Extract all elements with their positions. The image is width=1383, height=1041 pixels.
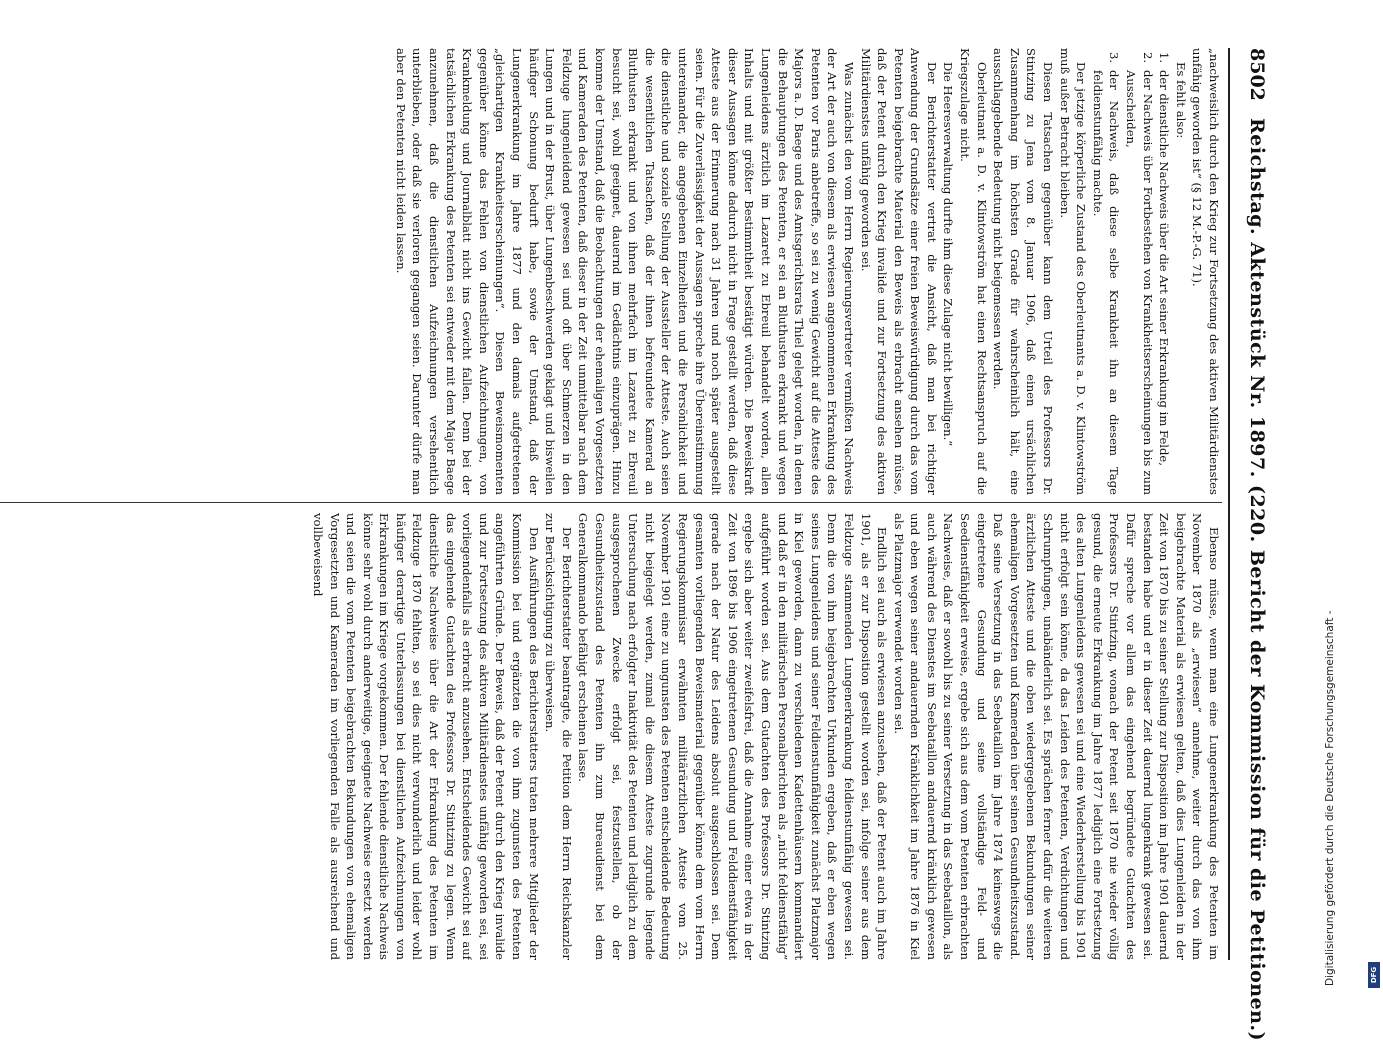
dfg-logo-text: DFG — [1370, 966, 1378, 984]
paragraph — [1156, 48, 1173, 495]
page-title: Reichstag. Aktenstück Nr. 1897. (220. Bericht der Kommission für die Petitionen.) — [1246, 118, 1268, 1041]
paragraph: Es fehlt also: — [1173, 62, 1188, 139]
paragraph — [1089, 48, 1122, 495]
column-divider — [0, 502, 1222, 503]
list-item-text: der dienstliche Nachweis über die Art seiner Erkrankung im Felde, — [1157, 70, 1172, 466]
paragraph: Der Berichterstatter vertrat die Ansicht, daß man bei richtiger Anwendung der Grundsätze einer freien Beweiswürdigung durch das vom Petenten beigebrachte Material den Beweis als erbracht ansehen müsse, daß der Petent durch den Krieg invalide und zur Fortsetzung des aktiven Militärdienstes unfähig geworden sei. — [858, 48, 939, 495]
paragraph: Was zunächst den vom Herrn Regierungsvertreter vermißten Nachweis der Art der auch von diesem als erwiesen angenommenen Erkrankung des Petenten vor Paris anbetreffe, so sei zu wenig Gewicht auf die Atteste des Majors a. D. Baege und des Amtsgerichtsrats Thiel gelegt worden, in denen die Behauptungen des Petenten, er sei an Bluthusten erkrankt und wegen Lungenleidens ärztlich im Lazarett zu Ebreuil behandelt worden, allen Inhalts und mit größter Bestimmtheit bestätigt würden. Die Beweiskraft dieser Aussagen könne dadurch nicht in Frage gestellt werden, daß diese Atteste aus der Erinnerung nach 31 Jahren und noch später ausgestellt seien. Für die Zuverlässigkeit der Aussagen spreche ihre Übereinstimmung untereinander, die angegebenen Einzelheiten und die Persönlichkeit und die dienstliche und soziale Stellung der Aussteller der Atteste. Auch seien die wesentlichen Tatsachen, daß der ihnen befreundete Kamerad an Bluthusten erkrankt und von ihnen mehrfach im Lazarett zu Ebreuil besucht sei, wohl geeignet, dauernd im Gedächtnis einzuprägen. Hinzu komme der Umstand, daß die Beobachtungen der ehemaligen Vorgesetzten und Kameraden des Petenten, daß dieser in der Zeit unmittelbar nach dem Feldzuge lungenleidend gewesen sei und oft über Schmerzen in den Lungen und in der Brust, über Lungenbeschwerden geklagt und bisweilen häufiger Schonung bedurft habe, sowie der Umstand, daß der Lungenerkrankung im Jahre 1877 und den damals aufgetretenen „gleichartigen Krankheitserscheinungen“. Diesen Beweismomenten gegenüber könne das Fehlen von dienstlichen Aufzeichnungen, von Krankmeldung und Journalblatt nicht ins Gewicht fallen. Denn bei der tatsächlichen Erkrankung des Petenten sei entweder mit dem Major Baege anzunehmen, daß die dienstlichen Aufzeichnungen versehentlich unterblieben, oder daß sie verloren gegangen seien. Darunter dürfe man aber den Petenten nicht leiden lassen. — [393, 48, 856, 495]
list-item-text: der Nachweis über Fortbestehen von Krankheitserscheinungen bis zum Ausscheiden, — [1124, 70, 1155, 495]
list-number: 1. — [1157, 52, 1172, 64]
list-number: 3. — [1107, 52, 1122, 64]
paragraph — [1122, 48, 1155, 495]
page-header — [1228, 48, 1270, 1041]
paragraph: Den Ausführungen des Berichterstatters traten mehrere Mitglieder der Kommission bei und ergänzten die von ihm zugunsten des Petenten angeführten Gründe. Der Beweis, daß der Petent durch den Krieg invalide und zur Fortsetzung des aktiven Militärdienstes unfähig geworden sei, sei vorliegendenfalls als erbracht anzusehen. Entscheidendes Gewicht sei auf das eingehende Gutachten des Professors Dr. Stintzing zu legen. Wenn dienstliche Nachweise über die Art der Erkrankung des Petenten im Feldzuge 1870 fehlten, so sei dies nicht verwunderlich und leider wohl häufiger derartige Unterlassungen bei dienstlichen Aufzeichnungen von Erkrankungen im Kriege vorgekommen. Der fehlende dienstliche Nachweis könne sehr wohl durch anderweitige, geeignete Nachweise ersetzt werden und seien die vom Petenten beigebrachten Bekundungen von ehemaligen Vorgesetzten und Kameraden im vorliegenden Falle als ausreichend und vollbeweisend — [310, 513, 541, 960]
paragraph: Ebenso müsse, wenn man eine Lungenerkrankung des Petenten im November 1870 als „erwiesen“ annehme, weiter durch das von ihm beigebrachte Material als erwiesen gelten, daß dies Lungenleiden in der Zeit von 1870 bis zu seiner Stellung zur Disposition im Jahre 1901 dauernd bestanden habe und er in dieser Zeit dauernd lungenkrank gewesen sei. Dafür spreche vor allem das eingehend begründete Gutachten des Professors Dr. Stintzing, wonach der Petent seit 1870 nie wieder völlig gesund, die erneute Erkrankung im Jahre 1877 lediglich eine Fortsetzung des alten Lungenleidens gewesen sei und eine Wiederherstellung bis 1901 nicht erfolgt sein könne, da das Leiden des Petenten, Verdichtungen und Schrumpfungen, unabänderlich sei. Es sprächen ferner dafür die weiteren ärztlichen Atteste und die oben wiedergegebenen Bekundungen seiner ehemaligen Vorgesetzten und Kameraden über seinen Gesundheitszustand. Daß seine Versetzung in das Seebataillon im Jahre 1874 keineswegs die eingetretene Gesundung und seine vollständige Feld- und Seedienstfähigkeit erweise, ergebe sich aus dem vom Petenten erbrachten Nachweise, daß er sowohl bis zu seiner Versetzung in das Seebataillon, als auch während des Dienstes im Seebataillon andauernd kränklich gewesen und eben wegen seiner andauernden Kränklichkeit im Jahre 1876 in Kiel als Platzmajor verwendet worden sei. — [891, 513, 1221, 960]
paragraph: Der jetzige körperliche Zustand des Oberleutnants a. D. v. Klintowström muß außer Betracht bleiben. — [1057, 48, 1089, 495]
paragraph: Der Berichterstatter beantragte, die Petition dem Herrn Reichskanzler zur Berücksichtigung zu überweisen. — [543, 513, 574, 960]
digitization-note-text: Digitalisierung gefördert durch die Deutsche Forschungsgemeinschaft - — [1324, 610, 1336, 986]
digitization-note — [1318, 14, 1342, 986]
paragraph: Oberleutnant a. D. v. Klintowström hat einen Rechtsanspruch auf die Kriegszulage nicht. — [958, 48, 989, 495]
paragraph: Endlich sei auch als erwiesen anzusehen, daß der Petent auch im Jahre 1901, als er zur Disposition gestellt worden sei, infolge seiner aus dem Feldzuge stammenden Lungenerkrankung feldienstunfähig gewesen sei. Denn die von ihm beigebrachten Urkunden ergeben, daß er eben wegen seines Lungenleidens und seiner Feldienstunfähigkeit zunächst Platzmajor in Kiel geworden, dann zu verschiedenen Kadettenhäusern kommandiert und daß er in den militärischen Personalberichten als „nicht feldienstfähig“ aufgeführt worden sei. Aus dem Gutachten des Professors Dr. Stintzing ergebe sich aber weiter zweifelsfrei, daß die Annahme einer etwa in der Zeit von 1896 bis 1906 eingetretenen Gesundung und Felddienstfähigkeit gerade nach der Natur des Leidens absolut ausgeschlossen sei. Dem gesamten vorliegenden Beweismaterial gegenüber könne dem vom Herrn Regierungskommissar erwähnten militärärztlichen Atteste vom 25. November 1901 eine zu ungunsten des Petenten entscheidende Bedeutung nicht beigelegt werden, zumal die diesem Atteste zugrunde liegende Untersuchung nach erfolgter Inaktivität des Petenten und lediglich zu dem ausgesprochenen Zwecke erfolgt sei, festzustellen, ob der Gesundheitszustand des Petenten ihn zum Bureaudienst bei dem Generalkommando befähigt erscheinen lasse. — [576, 513, 890, 960]
paragraph: „nachweislich durch den Krieg zur Fortsetzung des aktiven Militärdienstes unfähig geworden ist“ (§ 12 M.-P.-G. 71). — [1190, 48, 1221, 495]
list-number: 2. — [1140, 52, 1155, 64]
list-item-text: der Nachweis, daß diese selbe Krankheit ihn an diesem Tage feldienstunfähig machte. — [1090, 70, 1122, 495]
right-column — [0, 513, 1222, 960]
dfg-logo — [1368, 962, 1380, 988]
paragraph: Die Heeresverwaltung durfte ihm diese Zulage nicht bewilligen.“ — [941, 62, 956, 447]
paragraph: Diesen Tatsachen gegenüber kann dem Urteil des Professors Dr. Stintzing zu Jena vom 8. Januar 1906, daß einen ursächlichen Zusammenhang im höchsten Grade für wahrscheinlich hält, eine ausschlaggebende Bedeutung nicht beigemessen werden. — [991, 48, 1056, 495]
left-column — [0, 48, 1222, 495]
page-number: 8502 — [1246, 48, 1268, 101]
